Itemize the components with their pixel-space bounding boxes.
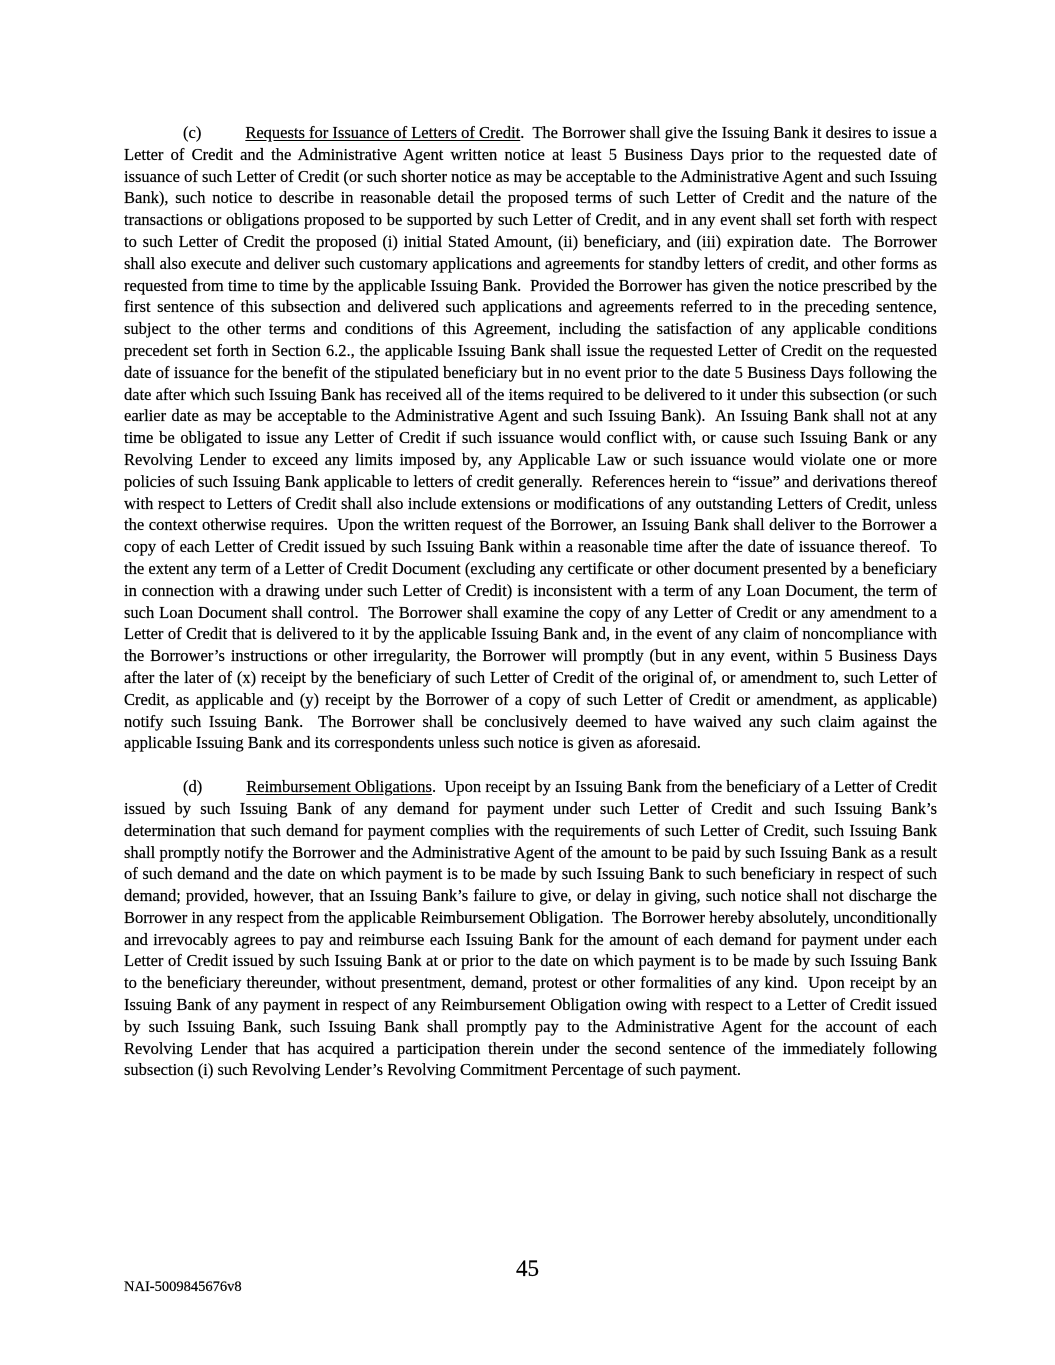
paragraph-d-body: . Upon receipt by an Issuing Bank from the beneficiary of a Letter of Credit issued by such Issuing Bank of any demand for payment under such Letter of Credit and such Issuing Bank’s determination that such demand for payment complies with the requirements of such Letter of Credit, such Issuing Bank shall promptly notify the Borrower and the Administrative Agent of the amount to be paid by such Issuing Bank as a result of such demand and the date on which payment is to be made by such Issuing Bank to such beneficiary in respect of such demand; provided, however, that an Issuing Bank’s failure to give, or delay in giving, such notice shall not discharge the Borrower in any respect from the applicable Reimbursement Obligation. The Borrower hereby absolutely, unconditionally and irrevocably agrees to pay and reimburse each Issuing Bank for the amount of each demand for payment under each Letter of Credit issued by such Issuing Bank at or prior to the date on which payment is to be made by such Issuing Bank to the beneficiary thereunder, without presentment, demand, protest or other formalities of any kind. Upon receipt by an Issuing Bank of any payment in respect of any Reimbursement Obligation owing with respect to a Letter of Credit issued by such Issuing Bank, such Issuing Bank shall promptly pay to the Administrative Agent for the account of each Revolving Lender that has acquired a participation therein under the second sentence of the immediately following subsection (i) such Revolving Lender’s Revolving Commitment Percentage of such payment. xyxy=(124,777,938,1080)
paragraph-d-label: (d) xyxy=(183,777,203,797)
document-id-footer: NAI-5009845676v8 xyxy=(124,1279,242,1295)
paragraph-d-heading: Reimbursement Obligations xyxy=(246,777,432,797)
paragraph-d xyxy=(124,776,937,1081)
document-text-block xyxy=(124,122,937,1081)
paragraph-c-heading: Requests for Issuance of Letters of Credit xyxy=(245,123,521,142)
paragraph-c-body: . The Borrower shall give the Issuing Bank it desires to issue a Letter of Credit and the Administrative Agent written notice at least 5 Business Days prior to the requested date of issuance of such Letter of Credit (or such shorter notice as may be acceptable to the Administrative Agent and such Issuing Bank), such notice to describe in reasonable detail the proposed terms of such Letter of Credit and the nature of the transactions or obligations proposed to be supported by such Letter of Credit, and in any event shall set forth with respect to such Letter of Credit the proposed (i) initial Stated Amount, (ii) beneficiary, and (iii) expiration date. The Borrower shall also execute and deliver such customary applications and agreements for standby letters of credit, and other forms as requested from time to time by the applicable Issuing Bank. Provided the Borrower has given the notice prescribed by the first sentence of this subsection and delivered such applications and agreements referred to in the preceding sentence, subject to the other terms and conditions of this Agreement, including the satisfaction of any applicable conditions precedent set forth in Section 6.2., the applicable Issuing Bank shall issue the requested Letter of Credit on the requested date of issuance for the benefit of the stipulated beneficiary but in no event prior to the date 5 Business Days following the date after which such Issuing Bank has received all of the items required to be delivered to it under this subsection (or such earlier date as may be acceptable to the Administrative Agent and such Issuing Bank). An Issuing Bank shall not at any time be obligated to issue any Letter of Credit if such issuance would conflict with, or cause such Issuing Bank or any Revolving Lender to exceed any limits imposed by, any Applicable Law or such issuance would violate one or more policies of such Issuing Bank applicable to letters of credit generally. References herein to “issue” and derivations thereof with respect to Letters of Credit shall also include extensions or modifications of any outstanding Letters of Credit, unless the context otherwise requires. Upon the written request of the Borrower, an Issuing Bank shall deliver to the Borrower a copy of each Letter of Credit issued by such Issuing Bank within a reasonable time after the date of issuance thereof. To the extent any term of a Letter of Credit Document (excluding any certificate or other document presented by a beneficiary in connection with a drawing under such Letter of Credit) is inconsistent with a term of any Loan Document, the term of such Loan Document shall control. The Borrower shall examine the copy of any Letter of Credit or any amendment to a Letter of Credit that is delivered to it by the applicable Issuing Bank and, in the event of any claim of noncompliance with the Borrower’s instructions or other irregularity, the Borrower will promptly (but in any event, within 5 Business Days after the later of (x) receipt by the beneficiary of such Letter of Credit of the original of, or amendment to, such Letter of Credit, as applicable and (y) receipt by the Borrower of a copy of such Letter of Credit or amendment, as applicable) notify such Issuing Bank. The Borrower shall be conclusively deemed to have waived any such claim against the applicable Issuing Bank and its correspondents unless such notice is given as aforesaid. xyxy=(124,123,937,753)
paragraph-c-label: (c) xyxy=(183,123,202,142)
page-number: 45 xyxy=(516,1256,539,1281)
paragraph-c xyxy=(124,122,937,754)
